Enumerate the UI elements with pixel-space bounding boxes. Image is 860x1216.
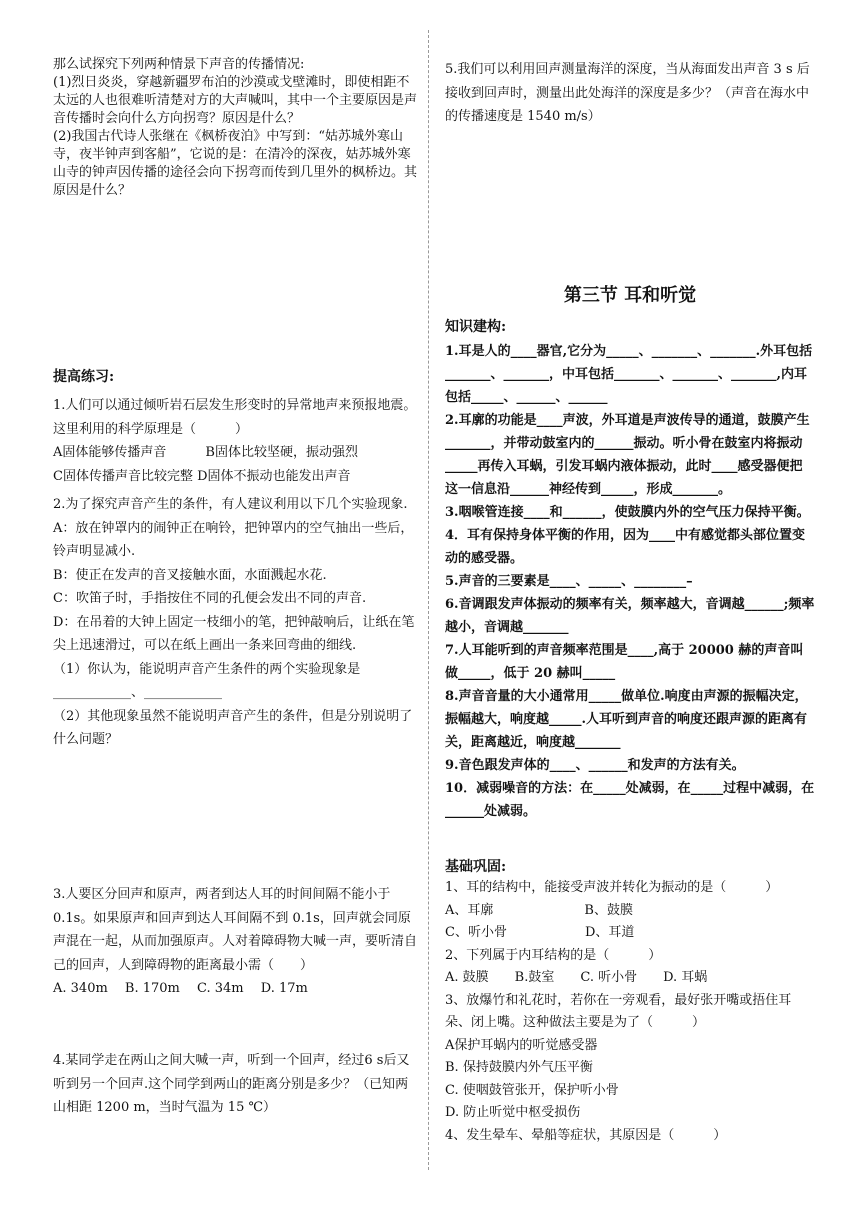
question-3: 3.人要区分回声和原声，两者到达人耳的时间间隔不能小于 0.1s。如果原声和回声到达人耳间隔不到 0.1s，回声就会同原声混在一起，从而加强原声。人对着障碍物大喊一声，要听清自己的回声，人到障碍物的距离最小需（ ） A. 340m B. 170m C. 34m D. 17m bbox=[53, 887, 418, 996]
basic-questions: 1、耳的结构中，能接受声波并转化为振动的是（ ） A、耳廓 B、鼓膜 C、听小骨 D、耳道 2、下列属于内耳结构的是（ ） A. 鼓膜 B.鼓室 C. 听小骨 D. 耳蜗 3、放爆竹和礼花时，若你在一旁观看，最好张开嘴或捂住耳朵、闭上嘴。这种做法主要是为了（ ） A保护耳蜗内的听觉感受器 B. 保持鼓膜内外气压平衡 C. 使咽鼓管张开，保护听小骨 D. 防止听觉中枢受损伤 4、发生晕车、晕船等症状，其原因是（ ） bbox=[445, 880, 792, 1143]
question-1: 1.人们可以通过倾听岩石层发生形变时的异常地声来预报地震。这里利用的科学原理是（ ） A固体能够传播声音 B固体比较坚硬，振动强烈 C固体传播声音比较完整 D固体不振动也能发出声音 bbox=[53, 398, 417, 484]
knowledge-items: 1.耳是人的____器官,它分为_____、_______、_______.外耳包括_______、_______，中耳包括_______、_______、_______,内耳包括_____、______、______ 2.耳廓的功能是____声波，外耳道是声波传导的通道，鼓膜产生_______，并带动鼓室内的______振动。听小骨在鼓室内将振动_____再传入耳蜗，引发耳蜗内液体振动，此时____感受器便把这一信息沿______神经传到_____，形成_______。 3.咽喉管连接____和______，使鼓膜内外的空气压力保持平衡。 4．耳有保持身体平衡的作用，因为____中有感觉都头部位置变动的感受器。 5.声音的三要素是____、_____、________– 6.音调跟发声体振动的频率有关，频率越大，音调越______;频率越小，音调越_______ 7.人耳能听到的声音频率范围是____,高于 20000 赫的声音叫做_____，低于 20 赫叫_____ 8.声音音量的大小通常用_____做单位.响度由声源的振幅决定，振幅越大，响度越_____.人耳听到声音的响度还跟声源的距离有关，距离越近，响度越_______ 9.音色跟发声体的____、______和发声的方法有关。 10．减弱噪音的方法：在_____处减弱，在_____过程中减弱，在______处减弱。 bbox=[445, 344, 815, 819]
question-5: 5.我们可以利用回声测量海洋的深度，当从海面发出声音 3 s 后接收到回声时，测量出此处海洋的深度是多少？（声音在海水中的传播速度是 1540 m/s） bbox=[445, 62, 810, 124]
section-title: 第三节 耳和听觉 bbox=[563, 285, 697, 306]
question-4: 4.某同学走在两山之间大喊一声，听到一个回声，经过6 s后又听到另一个回声.这个同学到两山的距离分别是多少？（已知两山相距 1200 m，当时气温为 15 ℃） bbox=[53, 1053, 410, 1115]
basic-heading: 基础巩固: bbox=[445, 859, 507, 875]
question-2: 2.为了探究声音产生的条件，有人建议利用以下几个实验现象. A：放在钟罩内的闹钟正在响铃，把钟罩内的空气抽出一些后，铃声明显减小. B：使正在发声的音叉接触水面，水面溅起水花. C：吹笛子时，手指按住不同的孔便会发出不同的声音. D：在吊着的大钟上固定一枝细小的笔，把钟敲响后，让纸在笔尖上迅速滑过，可以在纸上画出一条来回弯曲的细线. （1）你认为，能说明声音产生条件的两个实验现象是____________、____________ （2）其他现象虽然不能说明声音产生的条件，但是分别说明了什么问题？ bbox=[53, 497, 415, 747]
knowledge-heading: 知识建构: bbox=[445, 319, 507, 335]
column-divider bbox=[428, 30, 429, 1170]
intro-paragraph: 那么试探究下列两种情景下声音的传播情况: (1)烈日炎炎，穿越新疆罗布泊的沙漠或戈壁滩时，即使相距不太远的人也很难听清楚对方的大声喊叫，其中一个主要原因是声音传播时会向什么方向拐弯？原因是什么？ (2)我国古代诗人张继在《枫桥夜泊》中写到：“姑苏城外寒山寺，夜半钟声到客船”，它说的是：在清冷的深夜，姑苏城外寒山寺的钟声因传播的途径会向下拐弯而传到几里外的枫桥边。其原因是什么？ bbox=[53, 57, 418, 198]
section-heading-improve: 提高练习: bbox=[53, 369, 115, 385]
